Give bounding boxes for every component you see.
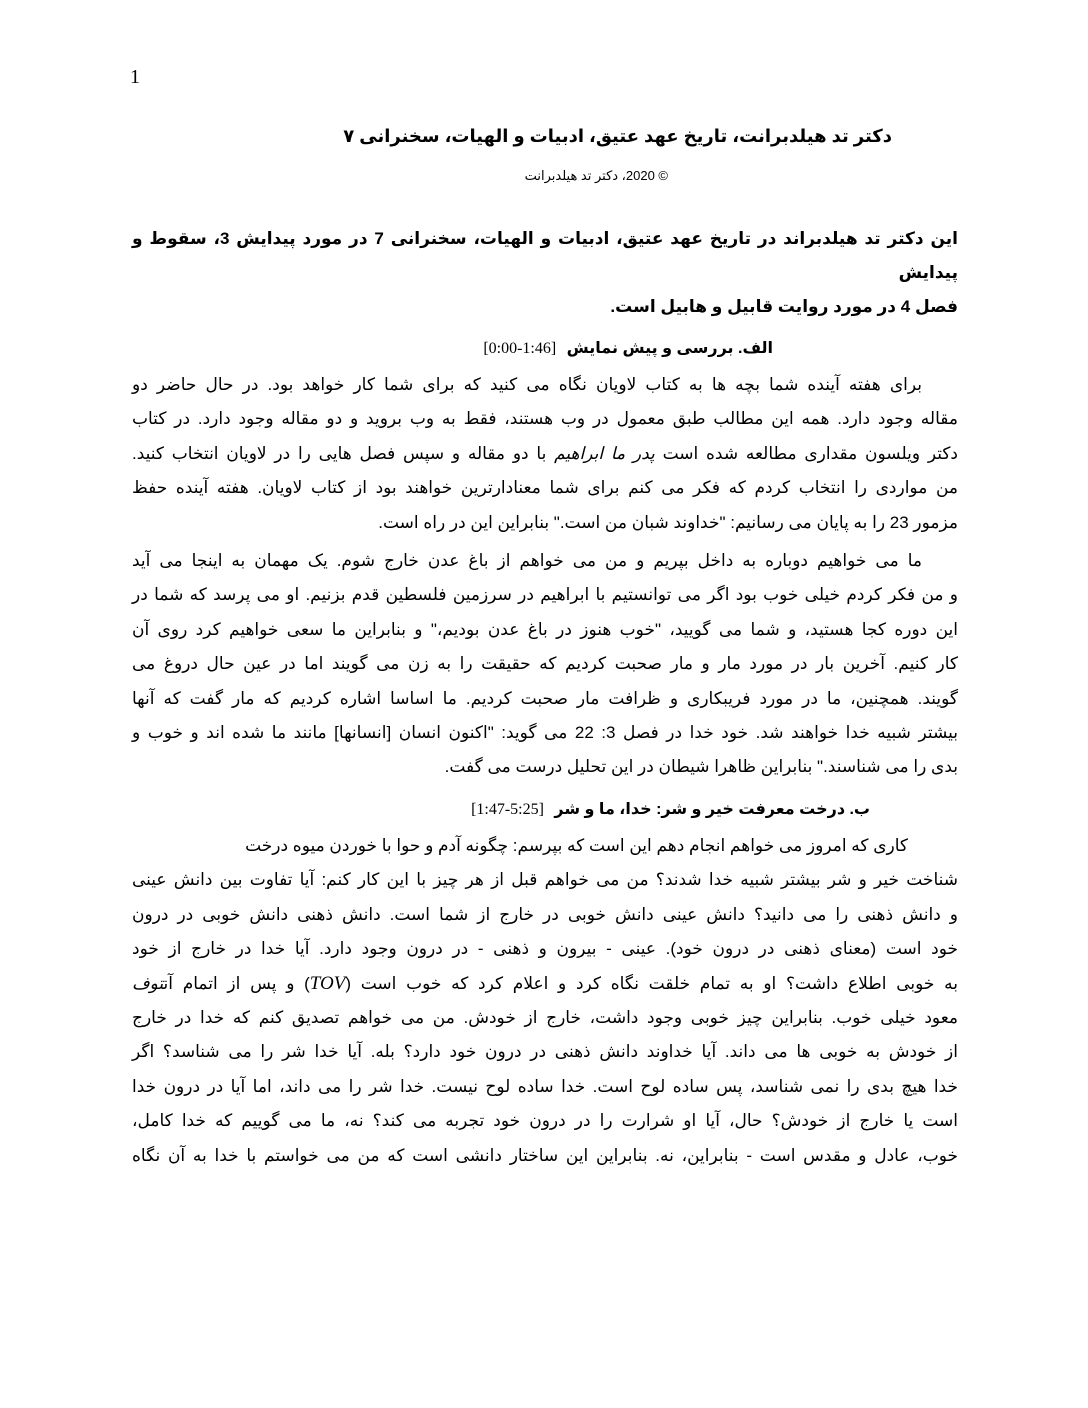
- text-line: گویند. همچنین، ما در مورد فریبکاری و ظرافت مار صحبت کردیم. ما اساسا اشاره کردیم که مار گفت که آنها: [132, 688, 958, 708]
- transliteration-italic: TOV: [309, 972, 346, 994]
- text-line: ما می خواهیم دوباره به داخل بپریم و من می خواهم از باغ عدن خارج شوم. یک مهمان به اینجا می آید: [132, 551, 922, 571]
- text-line: است یا خارج از خودش؟ حال، آیا او شرارت را در درون خود تجربه می کند؟ نه، ما می گوییم که خدا کامل،: [132, 1111, 958, 1131]
- text-run: دکتر ویلسون مقداری مطالعه شده است: [654, 443, 958, 463]
- text-line: خود است (معنای ذهنی در درون خود). عینی - بیرون و ذهنی - در درون وجود دارد. آیا خدا در خارج از خود: [132, 939, 958, 959]
- section-timestamp: [0:00-1:46]: [483, 340, 557, 357]
- section-timestamp: [1:47-5:25]: [471, 800, 544, 818]
- text-line: خدا هیچ بدی را نمی شناسد، پس ساده لوح است. خدا ساده لوح نیست. خدا شر را می داند، اما آیا در درون خدا: [132, 1076, 958, 1096]
- text-run: با دو مقاله و سپس فصل هایی را در لاویان انتخاب کنید.: [132, 443, 555, 463]
- text-line: کار کنیم. آخرین بار در مورد مار و مار صحبت کردیم که حقیقت را به زن می گویند اما در عین حال دروغ می: [132, 654, 958, 674]
- text-line: مزمور 23 را به پایان می رسانیم: "خداوند شبان من است." بنابراین این در راه است.: [378, 512, 958, 532]
- text-line: بدی را می شناسند." بنابراین ظاهرا شیطان در این تحلیل درست می گفت.: [444, 757, 958, 777]
- section-heading-label: الف. بررسی و پیش نمایش: [566, 340, 773, 357]
- paragraph: [132, 544, 958, 785]
- intro-line: این دکتر تد هیلدبراند در تاریخ عهد عتیق، ادبیات و الهیات، سخنرانی 7 در مورد پیدایش 3، سقوط و پیدایش: [132, 229, 958, 282]
- document-title: دکتر تد هیلدبرانت، تاریخ عهد عتیق، ادبیات و الهیات، سخنرانی ۷: [343, 126, 892, 146]
- text-line: مقاله وجود دارد. همه این مطالب طبق معمول در وب هستند، فقط به وب بروید و دو مقاله وجود دارد. در کتاب: [132, 409, 958, 429]
- text-line: من مواردی را انتخاب کردم که فکر می کنم برای شما معنادارترین خواهند بود از کتاب لاویان. هفته آینده حفظ: [132, 478, 958, 498]
- paragraph: [132, 368, 958, 540]
- text-line: [132, 437, 958, 471]
- text-line: کاری که امروز می خواهم انجام دهم این است که بپرسم: چگونه آدم و حوا با خوردن میوه درخت: [245, 835, 908, 855]
- intro-line: فصل 4 در مورد روایت قابیل و هابیل است.: [610, 297, 958, 316]
- intro-summary: [132, 222, 958, 324]
- text-line: خوب، عادل و مقدس است - بنابراین، نه. بنابراین این ساختار دانشی است که من می خواستم با خدا به آن نگاه: [132, 1145, 958, 1165]
- section-heading-b: [132, 795, 958, 825]
- paragraph: [132, 829, 958, 1173]
- text-line: برای هفته آینده شما بچه ها به کتاب لاویان نگاه می کنید که برای شما کار خواهد بود. در حال حاضر دو: [132, 375, 922, 394]
- text-line: و دانش ذهنی را می دانید؟ دانش عینی دانش خوبی در خارج از شما است. دانش ذهنی دانش خوبی در درون: [132, 904, 958, 924]
- text-line: معود خیلی خوب. بنابراین چیز خوبی وجود داشت، خارج از خودش. من می خواهم تصدیق کنم که خدا در خارج: [132, 1007, 958, 1027]
- page-number: 1: [130, 66, 140, 88]
- document-body: [132, 120, 958, 1173]
- transliteration-persian-italic: توف: [132, 973, 164, 993]
- text-run: به خوبی اطلاع داشت؟ او به تمام خلقت نگاه کرد و اعلام کرد که خوب است (: [345, 973, 958, 993]
- text-run: ) و پس از اتمام آن: [163, 973, 310, 993]
- copyright-line: © 2020، دکتر تد هیلدبرانت: [524, 168, 668, 183]
- section-heading-label: ب. درخت معرفت خیر و شر: خدا، ما و شر: [554, 800, 870, 818]
- book-title-italic: پدر ما ابراهیم: [554, 443, 655, 463]
- text-line: شناخت خیر و شر بیشتر شبیه خدا شدند؟ من می خواهم قبل از هر چیز با این کار کنم: آیا تفاوت بین دانش عینی: [132, 870, 958, 890]
- text-line: بیشتر شبیه خدا خواهند شد. خود خدا در فصل 3: 22 می گوید: "اکنون انسان [انسانها] مانند ما شده اند و خوب و: [132, 723, 958, 743]
- text-line: [132, 967, 958, 1001]
- section-heading-a: [132, 334, 958, 364]
- text-line: از خودش به خوبی ها می داند. آیا خداوند دانش ذهنی در درون خود دارد؟ بله. آیا خدا شر را می شناسد؟ اگر: [132, 1042, 958, 1062]
- text-line: این دوره کجا هستید، و شما می گویید، "خوب هنوز در باغ عدن بودیم،" و بنابراین ما سعی خواهیم کرد روی آن: [132, 619, 958, 639]
- text-line: و من فکر کردم خیلی خوب بود اگر می توانستیم با ابراهیم در سرزمین فلسطین قدم بزنیم. او می پرسد که شما در: [132, 585, 958, 605]
